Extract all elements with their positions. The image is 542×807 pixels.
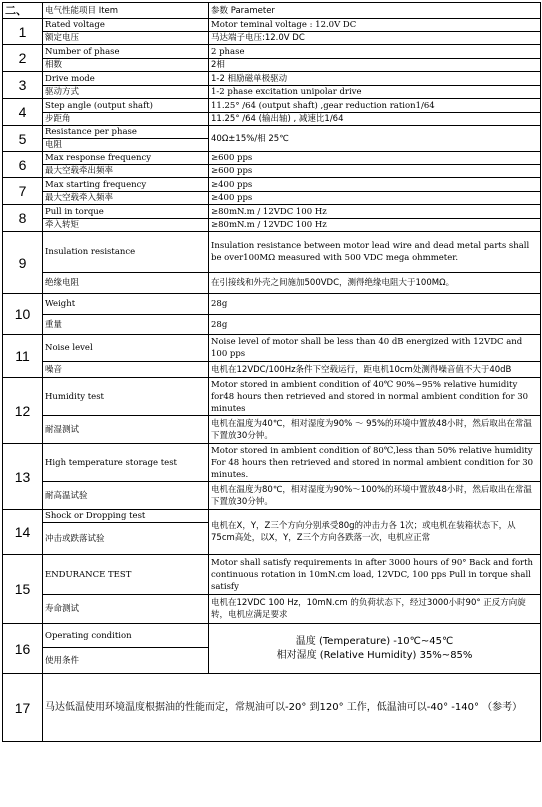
param-value-en: 2 phase [209,45,541,59]
row-number: 17 [3,674,43,742]
item-label-cn: 牵入转矩 [43,219,209,232]
table-row [3,19,541,32]
param-value-cn: 电机在温度为80℃，相对湿度为90%～100%的环境中置放48小时，然后取出在常温下置放30分钟。 [209,482,541,510]
param-value-cn: 在引接线和外壳之间施加500VDC，测得绝缘电阻大于100MΩ。 [209,273,541,294]
param-value-cn: 电机在温度为40℃，相对湿度为90% ～ 95%的环境中置放48小时，然后取出在常温下置放30分钟。 [209,416,541,444]
param-value-en: 1-2 相励磁单极驱动 [209,72,541,86]
param-value-en: Insulation resistance between motor lead wire and dead metal parts shall be over100MΩ measured with 500 VDC mega ohmmeter. [209,232,541,273]
table-row [3,59,541,72]
table-row [3,624,541,648]
param-value-en: Motor shall satisfy requirements in after 3000 hours of 90° Back and forth continuous rotation in 10mN.cm load, 12VDC, 100 pps Pull in torque shall satisfy [209,555,541,595]
param-value-cn: ≥400 pps [209,192,541,205]
param-value [209,624,541,674]
param-value-cn: 2相 [209,59,541,72]
table-row [3,315,541,335]
table-row [3,192,541,205]
row-number: 1 [3,19,43,45]
table-row [3,362,541,378]
item-label-en: Noise level [43,335,209,362]
param-value-en: Motor stored in ambient condition of 80℃,less than 50% relative humidity For 48 hours then retrieved and stored in normal ambient condition for 30 minutes. [209,444,541,482]
item-label-en: Number of phase [43,45,209,59]
row-number: 13 [3,444,43,510]
item-label-cn: 使用条件 [43,648,209,674]
row-number: 7 [3,178,43,205]
item-label-cn: 最大空载牵入频率 [43,192,209,205]
row-number: 8 [3,205,43,232]
table-row [3,674,541,742]
table-row [3,72,541,86]
item-label-cn: 步距角 [43,113,209,126]
item-label-cn: 额定电压 [43,32,209,45]
table-row [3,86,541,99]
row-number: 16 [3,624,43,674]
param-value-en: Noise level of motor shall be less than 40 dB energized with 12VDC and 100 pps [209,335,541,362]
param-value-cn: 11.25° /64 (输出轴) , 减速比1/64 [209,113,541,126]
table-row [3,378,541,416]
item-label-cn: 寿命测试 [43,595,209,624]
item-label-cn: 噪音 [43,362,209,378]
table-row [3,595,541,624]
param-value-cn: ≥600 pps [209,165,541,178]
item-label-cn: 冲击或跌落试验 [43,523,209,555]
table-row [3,444,541,482]
note-text: 马达低温使用环境温度根据油的性能而定，常规油可以-20° 到120° 工作，低温油可以-40° -140° （参考） [43,674,541,742]
param-value-cn: 电机在12VDC 100 Hz，10mN.cm 的负荷状态下，经过3000小时90° 正反方向旋转，电机应满足要求 [209,595,541,624]
item-label-en: Max response frequency [43,152,209,165]
table-row [3,273,541,294]
param-value-en: Motor teminal voltage : 12.0V DC [209,19,541,32]
item-label-en: Insulation resistance [43,232,209,273]
item-label-en: Resistance per phase [43,126,209,139]
param-value-cn: 1-2 phase excitation unipolar drive [209,86,541,99]
table-row [3,232,541,273]
item-label-en: Pull in torque [43,205,209,219]
item-label-en: Drive mode [43,72,209,86]
item-label-cn: 耐高温试验 [43,482,209,510]
table-row [3,178,541,192]
temperature-range: 温度 (Temperature) -10℃~45℃ [295,635,454,647]
item-label-cn: 电阻 [43,139,209,152]
param-value: 电机在X，Y，Z三个方向分别承受80g的冲击力各 1次；或电机在装箱状态下，从75cm高处，以X，Y，Z三个方向各跌落一次，电机应正常 [209,510,541,555]
spec-table [2,2,541,742]
param-value-en: ≥80mN.m / 12VDC 100 Hz [209,205,541,219]
item-label-en: Shock or Dropping test [43,510,209,523]
row-number: 12 [3,378,43,444]
item-label-cn: 相数 [43,59,209,72]
item-label-en: Operating condition [43,624,209,648]
param-value-cn: ≥80mN.m / 12VDC 100 Hz [209,219,541,232]
section-number: 二、 [3,3,43,19]
row-number: 5 [3,126,43,152]
item-label-cn: 驱动方式 [43,86,209,99]
row-number: 14 [3,510,43,555]
param-value-en: ≥600 pps [209,152,541,165]
row-number: 9 [3,232,43,294]
param-value-cn: 电机在12VDC/100Hz条件下空载运行，距电机10cm处测得噪音值不大于40dB [209,362,541,378]
table-row [3,416,541,444]
table-row [3,205,541,219]
row-number: 3 [3,72,43,99]
item-label-en: ENDURANCE TEST [43,555,209,595]
param-value-en: Motor stored in ambient condition of 40℃ 90%~95% relative humidity for48 hours then retrieved and stored in normal ambient condition for 30 minutes [209,378,541,416]
row-number: 10 [3,294,43,335]
item-label-en: Rated voltage [43,19,209,32]
row-number: 4 [3,99,43,126]
item-label-cn: 绝缘电阻 [43,273,209,294]
param-header: 参数 Parameter [209,3,541,19]
param-value-en: ≥400 pps [209,178,541,192]
item-header: 电气性能项目 Item [43,3,209,19]
param-value: 40Ω±15%/相 25℃ [209,126,541,152]
table-row [3,219,541,232]
table-row [3,555,541,595]
item-label-cn: 最大空载牵出频率 [43,165,209,178]
row-number: 15 [3,555,43,624]
item-label-en: Weight [43,294,209,315]
row-number: 6 [3,152,43,178]
table-row [3,510,541,523]
table-row [3,126,541,139]
table-row [3,113,541,126]
row-number: 11 [3,335,43,378]
table-header-row [3,3,541,19]
table-row [3,152,541,165]
item-label-en: Humidity test [43,378,209,416]
param-value-en: 28g [209,294,541,315]
item-label-cn: 耐湿测试 [43,416,209,444]
table-row [3,32,541,45]
table-row [3,482,541,510]
table-row [3,294,541,315]
item-label-en: Step angle (output shaft) [43,99,209,113]
table-row [3,99,541,113]
row-number: 2 [3,45,43,72]
item-label-en: High temperature storage test [43,444,209,482]
param-value-cn: 28g [209,315,541,335]
humidity-range: 相对湿度 (Relative Humidity) 35%~85% [276,649,473,661]
item-label-cn: 重量 [43,315,209,335]
table-row [3,45,541,59]
table-row [3,335,541,362]
param-value-en: 11.25° /64 (output shaft) ,gear reduction ration1/64 [209,99,541,113]
item-label-en: Max starting frequency [43,178,209,192]
param-value-cn: 马达端子电压:12.0V DC [209,32,541,45]
table-row [3,165,541,178]
